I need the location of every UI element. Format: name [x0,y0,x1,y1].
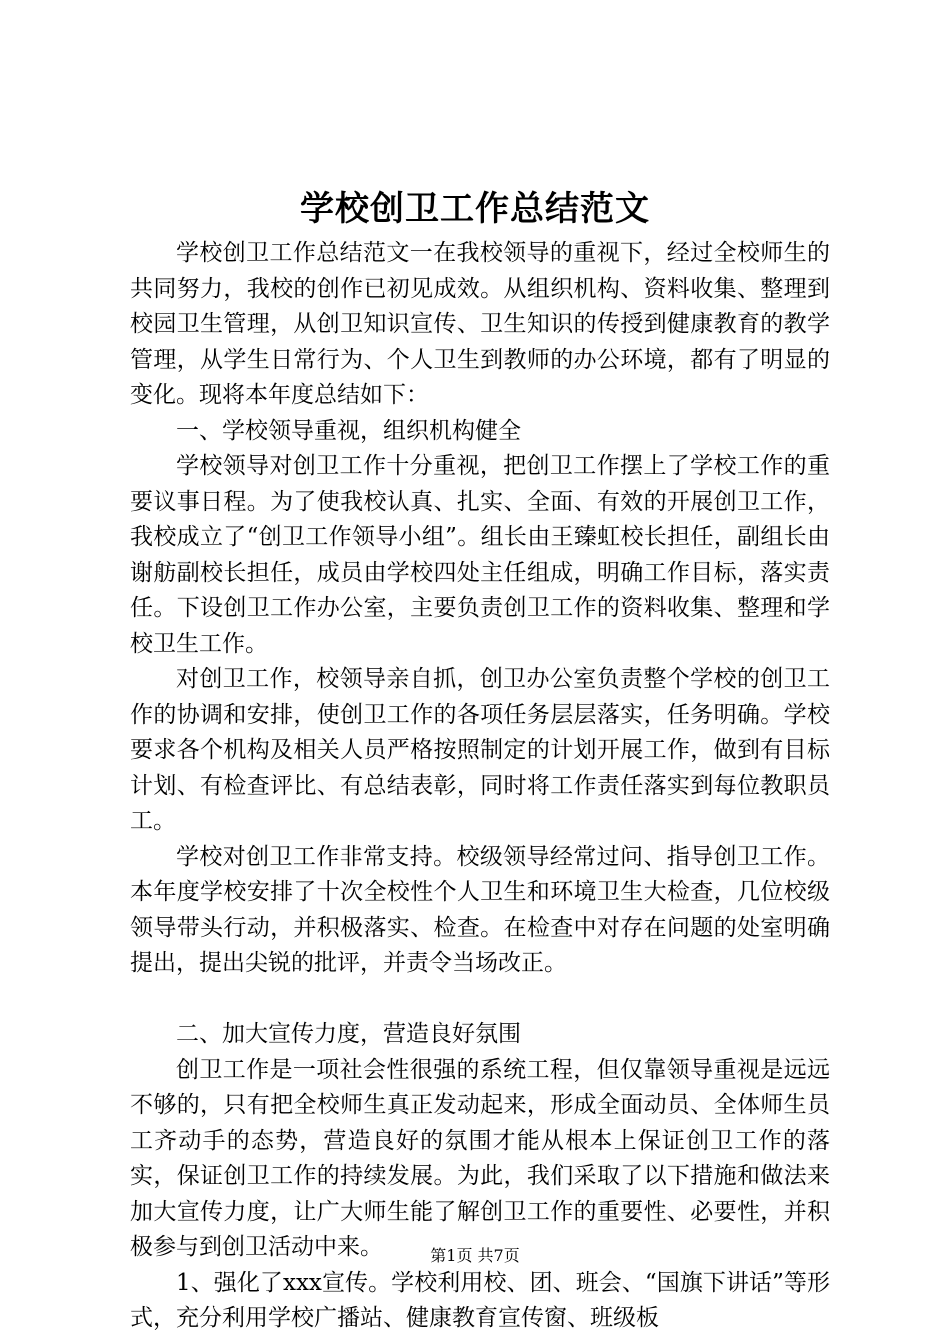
body-paragraph: 学校对创卫工作非常支持。校级领导经常过问、指导创卫工作。本年度学校安排了十次全校性个人卫生和环境卫生大检查，几位校级领导带头行动，并积极落实、检查。在检查中对存在问题的处室明确提出，提出尖锐的批评，并责令当场改正。 [130,843,830,976]
body-paragraph: 对创卫工作，校领导亲自抓，创卫办公室负责整个学校的创卫工作的协调和安排，使创卫工作的各项任务层层落实，任务明确。学校要求各个机构及相关人员严格按照制定的计划开展工作，做到有目标计划、有检查评比、有总结表彰，同时将工作责任落实到每位教职员工。 [130,666,830,834]
intro-paragraph: 学校创卫工作总结范文一在我校领导的重视下，经过全校师生的共同努力，我校的创作已初见成效。从组织机构、资料收集、整理到校园卫生管理，从创卫知识宣传、卫生知识的传授到健康教育的教学管理，从学生日常行为、个人卫生到教师的办公环境，都有了明显的变化。现将本年度总结如下： [130,240,830,408]
body-paragraph: 创卫工作是一项社会性很强的系统工程，但仅靠领导重视是远远不够的，只有把全校师生真正发动起来，形成全面动员、全体师生员工齐动手的态势，营造良好的氛围才能从根本上保证创卫工作的落实，保证创卫工作的持续发展。为此，我们采取了以下措施和做法来加大宣传力度，让广大师生能了解创卫工作的重要性、必要性，并积极参与到创卫活动中来。 [130,1056,830,1260]
section-heading-2: 二、加大宣传力度，营造良好氛围 [176,1021,521,1047]
body-paragraph: 1、强化了xxx宣传。学校利用校、团、班会、“国旗下讲话”等形式，充分利用学校广播站、健康教育宣传窗、班级板 [130,1269,830,1331]
body-paragraph: 学校领导对创卫工作十分重视，把创卫工作摆上了学校工作的重要议事日程。为了使我校认真、扎实、全面、有效的开展创卫工作，我校成立了“创卫工作领导小组”。组长由王臻虹校长担任，副组长由谢舫副校长担任，成员由学校四处主任组成，明确工作目标，落实责任。下设创卫工作办公室，主要负责创卫工作的资料收集、整理和学校卫生工作。 [130,453,830,657]
document-title: 学校创卫工作总结范文 [300,189,650,229]
page-number-footer: 第1页 共7页 [430,1246,520,1265]
document-body [130,236,830,1337]
section-heading-1: 一、学校领导重视，组织机构健全 [176,417,521,444]
